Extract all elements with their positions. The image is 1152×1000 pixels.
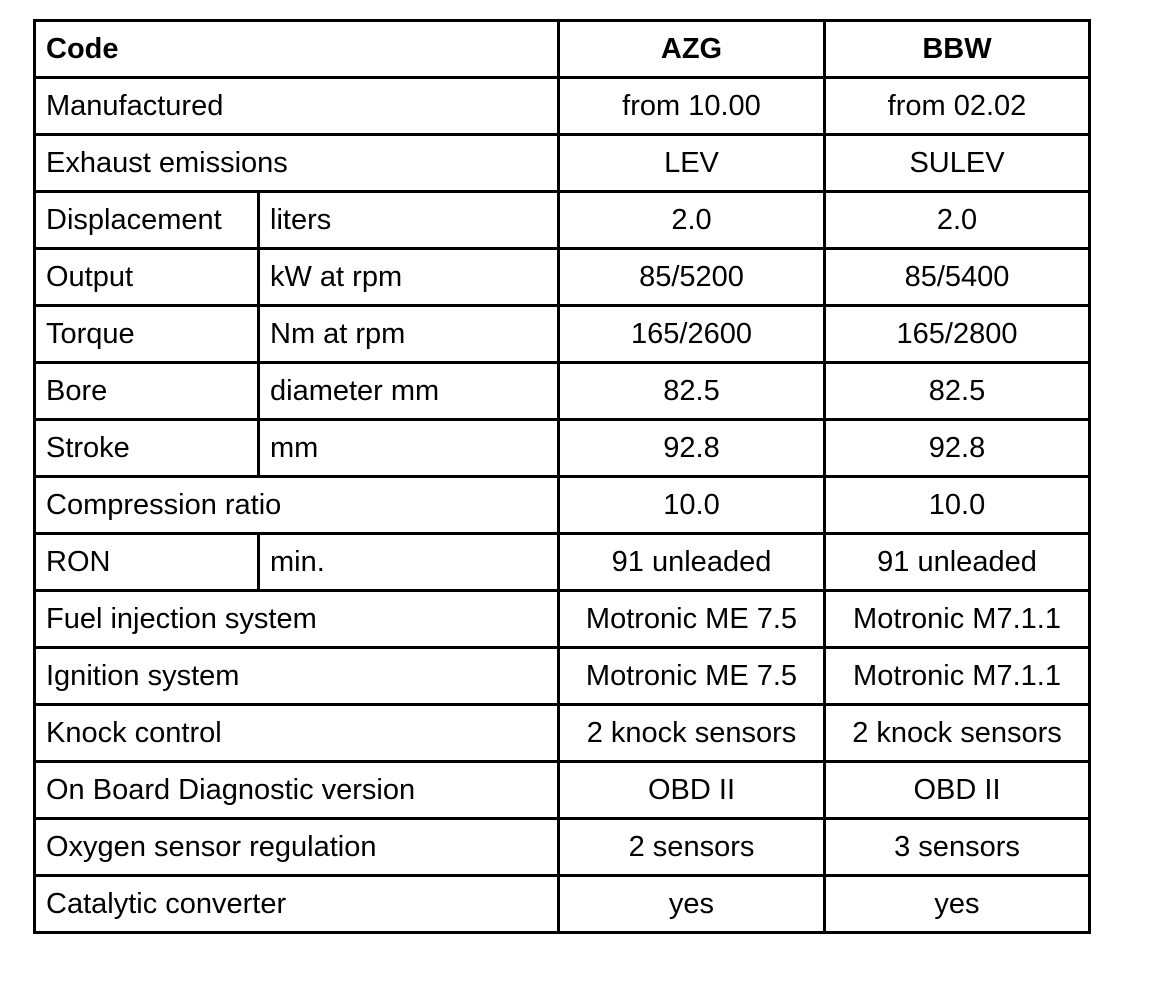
row-unit: Nm at rpm [259, 306, 559, 363]
azg-value: Motronic ME 7.5 [559, 648, 825, 705]
azg-value: 85/5200 [559, 249, 825, 306]
azg-value: 165/2600 [559, 306, 825, 363]
table-row [35, 705, 1090, 762]
row-label: Compression ratio [35, 477, 559, 534]
azg-value: yes [559, 876, 825, 933]
table-header-row [35, 21, 1090, 78]
row-label: Manufactured [35, 78, 559, 135]
spec-table-body [35, 21, 1090, 933]
table-row [35, 477, 1090, 534]
azg-value: 2 sensors [559, 819, 825, 876]
row-unit: kW at rpm [259, 249, 559, 306]
table-row [35, 819, 1090, 876]
header-azg: AZG [559, 21, 825, 78]
bbw-value: from 02.02 [825, 78, 1090, 135]
header-bbw: BBW [825, 21, 1090, 78]
row-label: On Board Diagnostic version [35, 762, 559, 819]
table-row [35, 420, 1090, 477]
bbw-value: Motronic M7.1.1 [825, 648, 1090, 705]
table-row [35, 648, 1090, 705]
azg-value: 10.0 [559, 477, 825, 534]
bbw-value: OBD II [825, 762, 1090, 819]
bbw-value: 165/2800 [825, 306, 1090, 363]
row-label: Output [35, 249, 259, 306]
row-unit: diameter mm [259, 363, 559, 420]
azg-value: LEV [559, 135, 825, 192]
row-label: Torque [35, 306, 259, 363]
bbw-value: SULEV [825, 135, 1090, 192]
row-unit: mm [259, 420, 559, 477]
row-label: Exhaust emissions [35, 135, 559, 192]
row-label: Displacement [35, 192, 259, 249]
azg-value: from 10.00 [559, 78, 825, 135]
bbw-value: 82.5 [825, 363, 1090, 420]
bbw-value: yes [825, 876, 1090, 933]
bbw-value: 85/5400 [825, 249, 1090, 306]
bbw-value: Motronic M7.1.1 [825, 591, 1090, 648]
table-row [35, 534, 1090, 591]
azg-value: Motronic ME 7.5 [559, 591, 825, 648]
header-code-label: Code [35, 21, 559, 78]
engine-spec-table [33, 19, 1091, 934]
row-unit: min. [259, 534, 559, 591]
azg-value: 2.0 [559, 192, 825, 249]
bbw-value: 3 sensors [825, 819, 1090, 876]
row-label: Ignition system [35, 648, 559, 705]
table-row [35, 135, 1090, 192]
row-label: Bore [35, 363, 259, 420]
bbw-value: 91 unleaded [825, 534, 1090, 591]
row-label: RON [35, 534, 259, 591]
azg-value: OBD II [559, 762, 825, 819]
row-label: Stroke [35, 420, 259, 477]
row-label: Knock control [35, 705, 559, 762]
row-label: Oxygen sensor regulation [35, 819, 559, 876]
table-row [35, 762, 1090, 819]
table-row [35, 192, 1090, 249]
row-label: Catalytic converter [35, 876, 559, 933]
row-unit: liters [259, 192, 559, 249]
table-row [35, 876, 1090, 933]
azg-value: 82.5 [559, 363, 825, 420]
table-row [35, 363, 1090, 420]
azg-value: 92.8 [559, 420, 825, 477]
table-row [35, 591, 1090, 648]
row-label: Fuel injection system [35, 591, 559, 648]
bbw-value: 2 knock sensors [825, 705, 1090, 762]
table-row [35, 78, 1090, 135]
azg-value: 91 unleaded [559, 534, 825, 591]
bbw-value: 2.0 [825, 192, 1090, 249]
table-row [35, 306, 1090, 363]
table-row [35, 249, 1090, 306]
bbw-value: 92.8 [825, 420, 1090, 477]
azg-value: 2 knock sensors [559, 705, 825, 762]
bbw-value: 10.0 [825, 477, 1090, 534]
